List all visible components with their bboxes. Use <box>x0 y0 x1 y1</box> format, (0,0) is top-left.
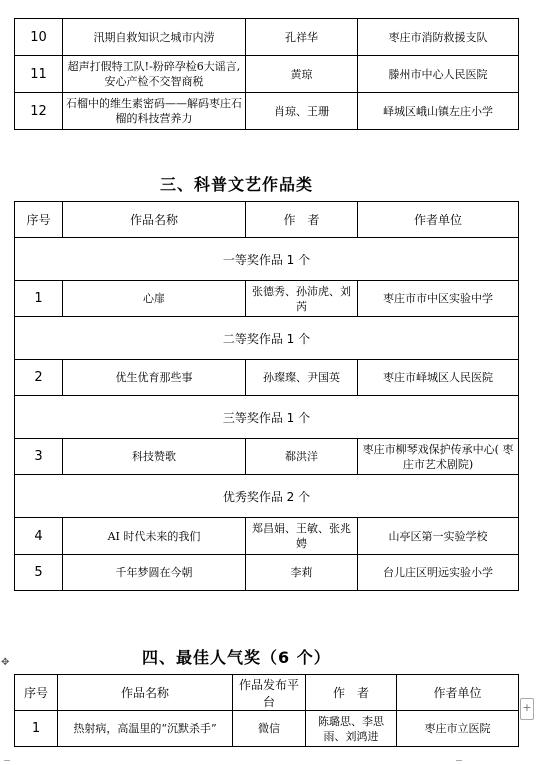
work-title: 汛期自救知识之城市内涝 <box>63 19 246 56</box>
work-author: 孙璨璨、尹国英 <box>246 360 358 396</box>
table-row <box>15 555 519 591</box>
work-author: 李莉 <box>246 555 358 591</box>
table-award-continuation <box>14 18 519 130</box>
work-title: 石榴中的维生素密码——解码枣庄石榴的科技营养力 <box>63 93 246 130</box>
column-header: 作者单位 <box>397 675 519 711</box>
work-title: 热射病，高温里的“沉默杀手” <box>58 711 233 747</box>
table-row <box>15 518 519 555</box>
row-number: 3 <box>15 439 63 475</box>
work-author: 孔祥华 <box>246 19 358 56</box>
table-row <box>15 19 519 56</box>
author-unit: 山亭区第一实验学校 <box>358 518 519 555</box>
work-title: 优生优育那些事 <box>63 360 246 396</box>
table-header-row <box>15 675 519 711</box>
column-header: 序号 <box>15 202 63 238</box>
author-unit: 峄城区峨山镇左庄小学 <box>358 93 519 130</box>
table-row <box>15 56 519 93</box>
row-number: 2 <box>15 360 63 396</box>
column-header: 作者单位 <box>358 202 519 238</box>
table-row <box>15 360 519 396</box>
group-row <box>15 475 519 518</box>
row-number: 1 <box>15 711 58 747</box>
add-column-button[interactable]: + <box>520 698 534 720</box>
award-group-label: 一等奖作品 1 个 <box>15 238 519 281</box>
page-edge-marker <box>4 760 10 761</box>
author-unit: 枣庄市柳琴戏保护传承中心( 枣庄市艺术剧院) <box>358 439 519 475</box>
row-number: 4 <box>15 518 63 555</box>
table-header-row <box>15 202 519 238</box>
work-title: 科技赞歌 <box>63 439 246 475</box>
column-header: 作品名称 <box>63 202 246 238</box>
table-move-handle-icon[interactable]: ✥ <box>1 657 10 668</box>
column-header: 作品发布平台 <box>233 675 306 711</box>
row-number: 11 <box>15 56 63 93</box>
row-number: 1 <box>15 281 63 317</box>
column-header: 作 者 <box>246 202 358 238</box>
work-author: 黄琼 <box>246 56 358 93</box>
work-title: 超声打假特工队!-粉碎孕检6大谣言,安心产检不交智商税 <box>63 56 246 93</box>
author-unit: 枣庄市消防救援支队 <box>358 19 519 56</box>
group-row <box>15 317 519 360</box>
author-unit: 台儿庄区明远实验小学 <box>358 555 519 591</box>
table-row <box>15 711 519 747</box>
group-row <box>15 238 519 281</box>
author-unit: 枣庄市峄城区人民医院 <box>358 360 519 396</box>
section-title: 三、科普文艺作品类 <box>160 175 314 194</box>
award-group-label: 优秀奖作品 2 个 <box>15 475 519 518</box>
group-row <box>15 396 519 439</box>
work-author: 郗洪洋 <box>246 439 358 475</box>
column-header: 作 者 <box>306 675 397 711</box>
table-row <box>15 93 519 130</box>
award-group-label: 三等奖作品 1 个 <box>15 396 519 439</box>
author-unit: 枣庄市立医院 <box>397 711 519 747</box>
row-number: 10 <box>15 19 63 56</box>
work-author: 张德秀、孙沛虎、刘芮 <box>246 281 358 317</box>
table-row <box>15 439 519 475</box>
page-edge-marker <box>456 760 462 761</box>
work-title: AI 时代未来的我们 <box>63 518 246 555</box>
work-author: 肖琼、王珊 <box>246 93 358 130</box>
work-title: 千年梦圆在今朝 <box>63 555 246 591</box>
section-title: 四、最佳人气奖（6 个） <box>142 648 331 667</box>
award-group-label: 二等奖作品 1 个 <box>15 317 519 360</box>
row-number: 12 <box>15 93 63 130</box>
author-unit: 枣庄市市中区实验中学 <box>358 281 519 317</box>
work-title: 心扉 <box>63 281 246 317</box>
table-row <box>15 281 519 317</box>
work-author: 郑昌娟、王敏、张兆娉 <box>246 518 358 555</box>
author-unit: 滕州市中心人民医院 <box>358 56 519 93</box>
work-author: 陈璐思、李思雨、刘鸿进 <box>306 711 397 747</box>
publish-platform: 微信 <box>233 711 306 747</box>
column-header: 作品名称 <box>58 675 233 711</box>
table-science-art-works <box>14 201 519 591</box>
row-number: 5 <box>15 555 63 591</box>
table-popular-award <box>14 674 519 747</box>
column-header: 序号 <box>15 675 58 711</box>
